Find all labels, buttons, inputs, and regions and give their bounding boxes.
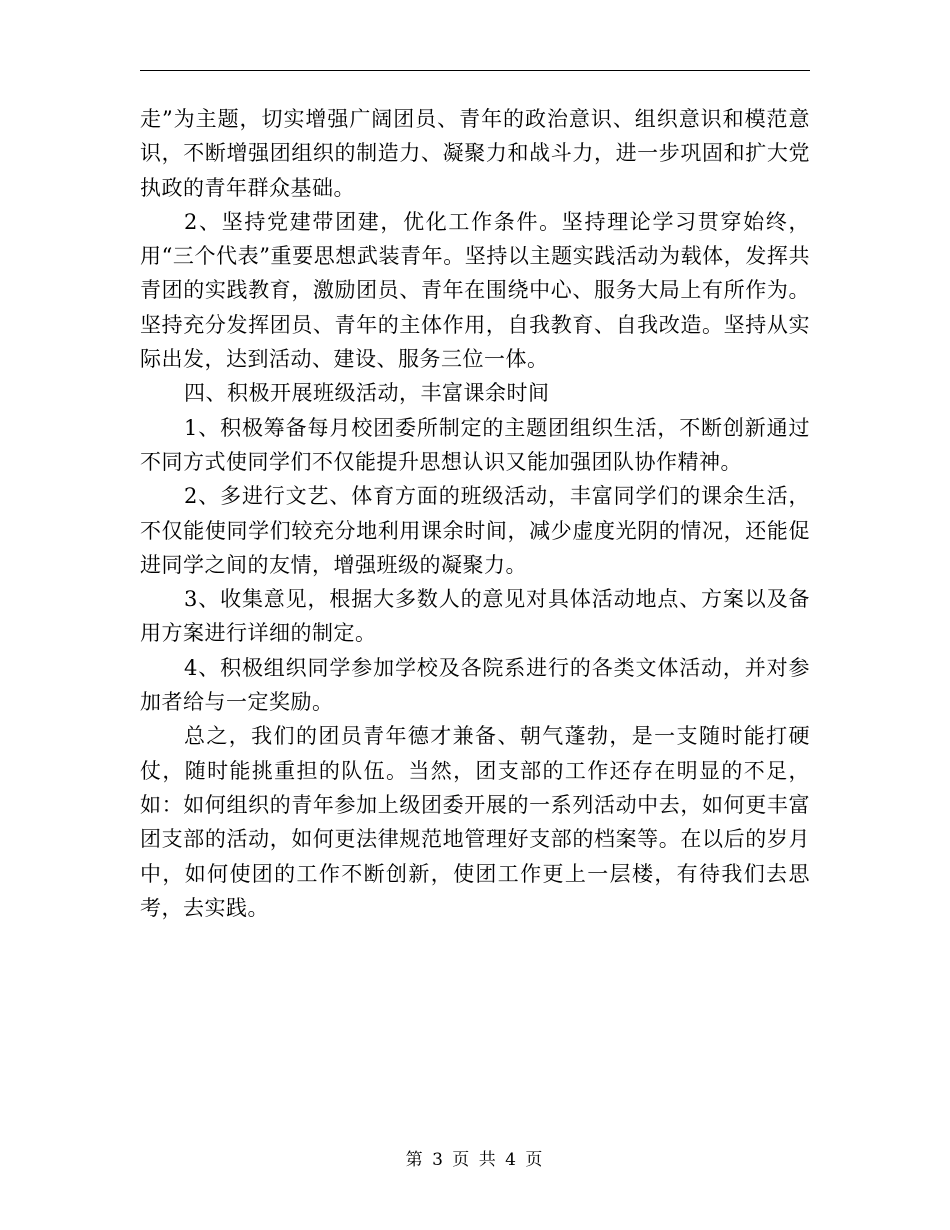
paragraph-item-3: 3、收集意见，根据大多数人的意见对具体活动地点、方案以及备用方案进行详细的制定。 [140,587,810,646]
paragraph-continuation: 走”为主题，切实增强广阔团员、青年的政治意识、组织意识和模范意识，不断增强团组织的制造力、凝聚力和战斗力，进一步巩固和扩大党执政的青年群众基础。 [140,107,810,200]
paragraph-summary: 总之，我们的团员青年德才兼备、朝气蓬勃，是一支随时能打硬仗，随时能挑重担的队伍。当然，团支部的工作还存在明显的不足，如：如何组织的青年参加上级团委开展的一系列活动中去，如何更丰富团支部的活动，如何更法律规范地管理好支部的档案等。在以后的岁月中，如何使团的工作不断创新，使团工作更上一层楼，有待我们去思考，去实践。 [140,724,810,920]
paragraph-item-4: 4、积极组织同学参加学校及各院系进行的各类文体活动，并对参加者给与一定奖励。 [140,655,810,715]
header-rule [140,70,810,71]
document-body [140,102,810,925]
paragraph-item-1: 1、积极筹备每月校团委所制定的主题团组织生活，不断创新通过不同方式使同学们不仅能提升思想认识又能加强团队协作精神。 [140,415,810,474]
page-number-footer: 第 3 页 共 4 页 [405,1150,545,1170]
section-heading-class-activities: 四、积极开展班级活动，丰富课余时间 [184,381,550,406]
paragraph-party-building: 2、坚持党建带团建，优化工作条件。坚持理论学习贯穿始终，用“三个代表”重要思想武装青年。坚持以主题实践活动为载体，发挥共青团的实践教育，激励团员、青年在围绕中心、服务大局上有所作为。坚持充分发挥团员、青年的主体作用，自我教育、自我改造。坚持从实际出发，达到活动、建设、服务三位一体。 [140,209,810,372]
paragraph-item-2: 2、多进行文艺、体育方面的班级活动，丰富同学们的课余生活，不仅能使同学们较充分地利用课余时间，减少虚度光阴的情况，还能促进同学之间的友情，增强班级的凝聚力。 [140,484,810,577]
